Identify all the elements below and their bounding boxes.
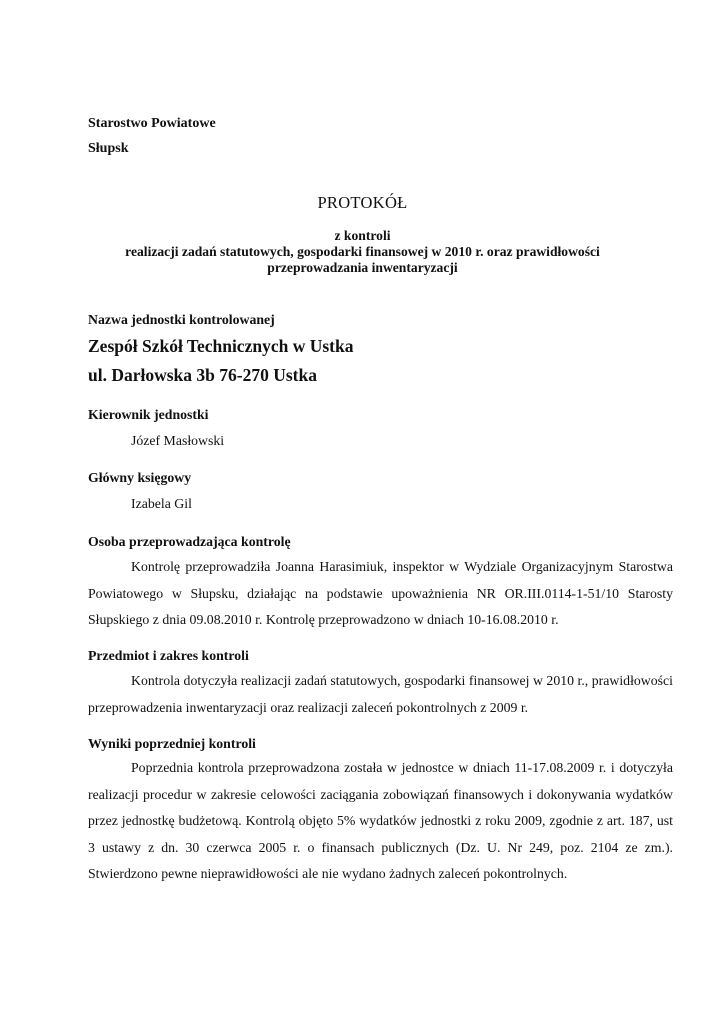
inspector-label: Osoba przeprowadzająca kontrolę [88, 534, 291, 549]
unit-address: ul. Darłowska 3b 76-270 Ustka [88, 365, 317, 385]
subtitle-line-1: z kontroli [334, 228, 391, 243]
issuer-city: Słupsk [88, 141, 129, 156]
head-of-unit-label: Kierownik jednostki [88, 407, 209, 422]
document-subtitle [88, 228, 637, 276]
unit-label: Nazwa jednostki kontrolowanej [88, 312, 275, 327]
subtitle-line-2: realizacji zadań statutowych, gospodarki finansowej w 2010 r. oraz prawidłowości [125, 244, 600, 259]
inspector-paragraph: Kontrolę przeprowadziła Joanna Harasimiuk, inspektor w Wydziale Organizacyjnym Starostwa Powiatowego w Słupsku, działając na podstawie upoważnienia NR OR.III.0114-1-51/10 Starosty Słupskiego z dnia 09.08.2010 r. Kontrolę przeprowadzono w dniach 10-16.08.2010 r. [88, 559, 673, 628]
subtitle-line-3: przeprowadzania inwentaryzacji [267, 260, 458, 275]
issuer-block [88, 111, 216, 161]
head-of-unit-value: Józef Masłowski [131, 433, 225, 448]
unit-name: Zespół Szkół Technicznych w Ustka [88, 336, 354, 356]
issuer-name: Starostwo Powiatowe [88, 116, 216, 131]
scope-paragraph: Kontrola dotyczyła realizacji zadań statutowych, gospodarki finansowej w 2010 r., prawidłowości przeprowadzenia inwentaryzacji oraz realizacji zaleceń pokontrolnych z 2009 r. [88, 673, 673, 715]
previous-label: Wyniki poprzedniej kontroli [88, 736, 256, 751]
chief-accountant-label: Główny księgowy [88, 470, 192, 485]
previous-paragraph: Poprzednia kontrola przeprowadzona została w jednostce w dniach 11-17.08.2009 r. i dotyczyła realizacji procedur w zakresie celowości zaciągania zobowiązań finansowych i dokonywania wydatków przez jednostkę budżetową. Kontrolą objęto 5% wydatków jednostki z roku 2009, zgodnie z art. 187, ust 3 ustawy z dn. 30 czerwca 2005 r. o finansach publicznych (Dz. U. Nr 249, poz. 2104 ze zm.). Stwierdzono pewne nieprawidłowości ale nie wydano żadnych zaleceń pokontrolnych. [88, 760, 673, 882]
document-title: PROTOKÓŁ [317, 193, 408, 212]
scope-label: Przedmiot i zakres kontroli [88, 648, 249, 663]
chief-accountant-value: Izabela Gil [131, 496, 192, 511]
